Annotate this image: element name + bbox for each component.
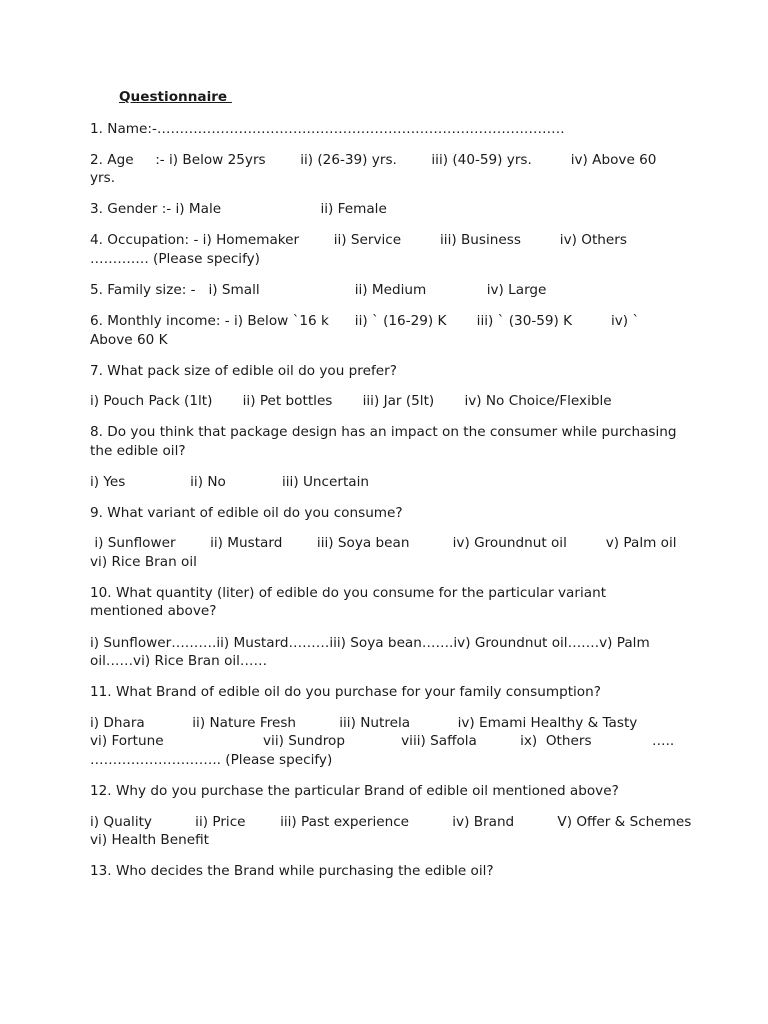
q9-options: i) Sunflower ii) Mustard iii) Soya bean iv) Groundnut oil v) Palm oil — [90, 535, 677, 551]
q13-question: 13. Who decides the Brand while purchasing the edible oil? — [90, 863, 494, 879]
q6-line: 6. Monthly income: - i) Below `16 k ii) ` (16-29) K iii) ` (30-59) K iv) ` — [90, 313, 640, 329]
q8-question-cont: the edible oil? — [90, 443, 186, 459]
q2-line: 2. Age :- i) Below 25yrs ii) (26-39) yrs. iii) (40-59) yrs. iv) Above 60 — [90, 152, 657, 168]
q8-question: 8. Do you think that package design has an impact on the consumer while purchasing — [90, 424, 677, 440]
q7-options: i) Pouch Pack (1lt) ii) Pet bottles iii) Jar (5lt) iv) No Choice/Flexible — [90, 393, 612, 409]
q10-options-cont: oil……vi) Rice Bran oil…… — [90, 653, 268, 669]
q11-options-cont2: ……………………….. (Please specify) — [90, 752, 333, 768]
q8-options: i) Yes ii) No iii) Uncertain — [90, 474, 369, 490]
q4-line-cont: …………. (Please specify) — [90, 251, 260, 267]
q11-options-cont: vi) Fortune vii) Sundrop viii) Saffola ix) Others ….. — [90, 733, 675, 749]
q11-question: 11. What Brand of edible oil do you purchase for your family consumption? — [90, 684, 601, 700]
q7-question: 7. What pack size of edible oil do you prefer? — [90, 363, 397, 379]
q12-options: i) Quality ii) Price iii) Past experience iv) Brand V) Offer & Schemes — [90, 814, 692, 830]
q12-options-cont: vi) Health Benefit — [90, 832, 209, 848]
q4-line: 4. Occupation: - i) Homemaker ii) Service iii) Business iv) Others — [90, 232, 627, 248]
q1-line: 1. Name:-……………………………………………………………………………… — [90, 121, 565, 137]
q9-question: 9. What variant of edible oil do you consume? — [90, 505, 403, 521]
q10-options: i) Sunflower……….ii) Mustard………iii) Soya bean…….iv) Groundnut oil…….v) Palm — [90, 635, 650, 651]
q12-question: 12. Why do you purchase the particular Brand of edible oil mentioned above? — [90, 783, 619, 799]
q10-question: 10. What quantity (liter) of edible do you consume for the particular variant — [90, 585, 607, 601]
document-title: Questionnaire — [119, 89, 232, 105]
q5-line: 5. Family size: - i) Small ii) Medium iv) Large — [90, 282, 547, 298]
q2-line-cont: yrs. — [90, 170, 116, 186]
q9-options-cont: vi) Rice Bran oil — [90, 554, 197, 570]
q6-line-cont: Above 60 K — [90, 332, 168, 348]
q3-line: 3. Gender :- i) Male ii) Female — [90, 201, 387, 217]
q10-question-cont: mentioned above? — [90, 603, 217, 619]
q11-options: i) Dhara ii) Nature Fresh iii) Nutrela iv) Emami Healthy & Tasty — [90, 715, 638, 731]
